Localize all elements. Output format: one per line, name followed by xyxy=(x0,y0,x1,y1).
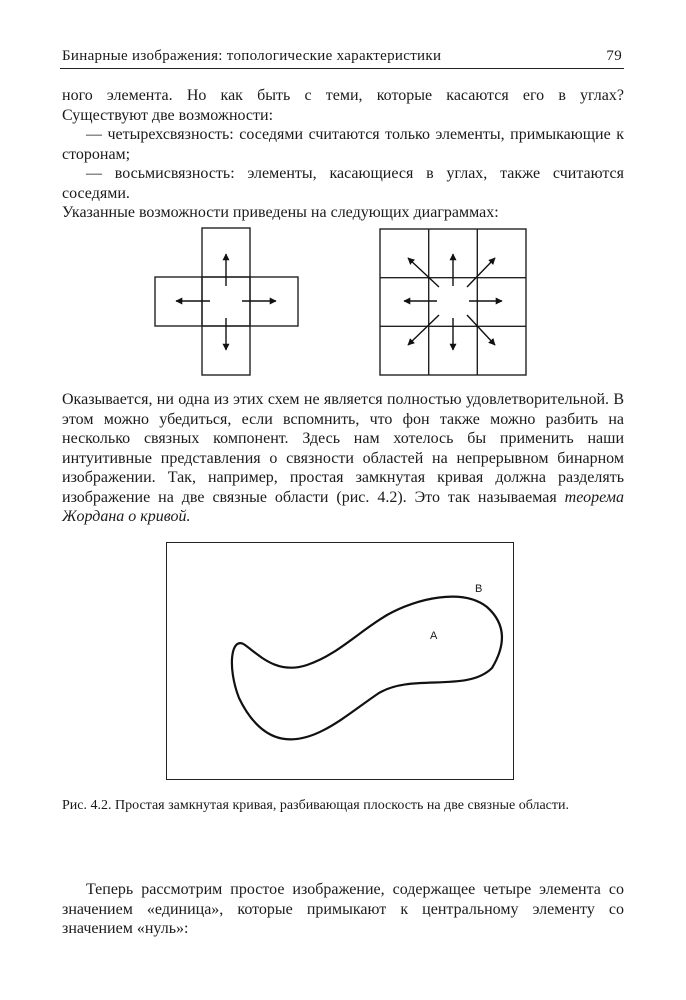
jordan-theorem-term: теорема Жордана о кривой. xyxy=(62,488,625,525)
jordan-closed-curve xyxy=(232,597,502,740)
paragraph-1-line-1: ного элемента. Но как быть с теми, которые касаются его в углах? xyxy=(62,87,624,104)
list-item-eight-connectivity: — восьмисвязность: элементы, касающиеся в углах, также считаются соседями. xyxy=(62,165,624,202)
region-label-a: A xyxy=(430,630,438,642)
eight-connectivity-diagram xyxy=(380,229,526,375)
page-header xyxy=(60,46,624,69)
four-connectivity-diagram xyxy=(155,228,298,375)
list-item-four-connectivity: — четырехсвязность: соседями считаются только элементы, примыкающие к сторонам; xyxy=(62,126,624,163)
page-number: 79 xyxy=(606,48,622,64)
figure-caption: Рис. 4.2. Простая замкнутая кривая, разбивающая плоскость на две связные области. xyxy=(62,798,570,813)
paragraph-3-text: Оказывается, ни одна из этих схем не является полностью удовлетворительной. В этом можно убедиться, если вспомнить, что фон также можно разбить на несколько связных компонент. Здесь нам хотелось бы применить наши интуитивные представления о связности областей на непрерывном бинарном изображении. Так, например, простая замкнутая кривая должна разделять изображение на две связные области (рис. 4.2). Это так называемая xyxy=(62,391,624,506)
region-label-b: B xyxy=(475,583,483,595)
paragraph-2: Указанные возможности приведены на следующих диаграммах: xyxy=(62,204,499,221)
running-title: Бинарные изображения: топологические характеристики xyxy=(62,48,442,64)
closed-curve-figure xyxy=(167,543,512,778)
paragraph-1-line-2: Существуют две возможности: xyxy=(62,107,274,124)
paragraph-4: Теперь рассмотрим простое изображение, содержащее четыре элемента со значением «единица», которые примыкают к центральному элементу со значением «нуль»: xyxy=(62,881,624,937)
figure-4-2-frame xyxy=(166,542,514,780)
paragraph-3 xyxy=(62,390,624,527)
